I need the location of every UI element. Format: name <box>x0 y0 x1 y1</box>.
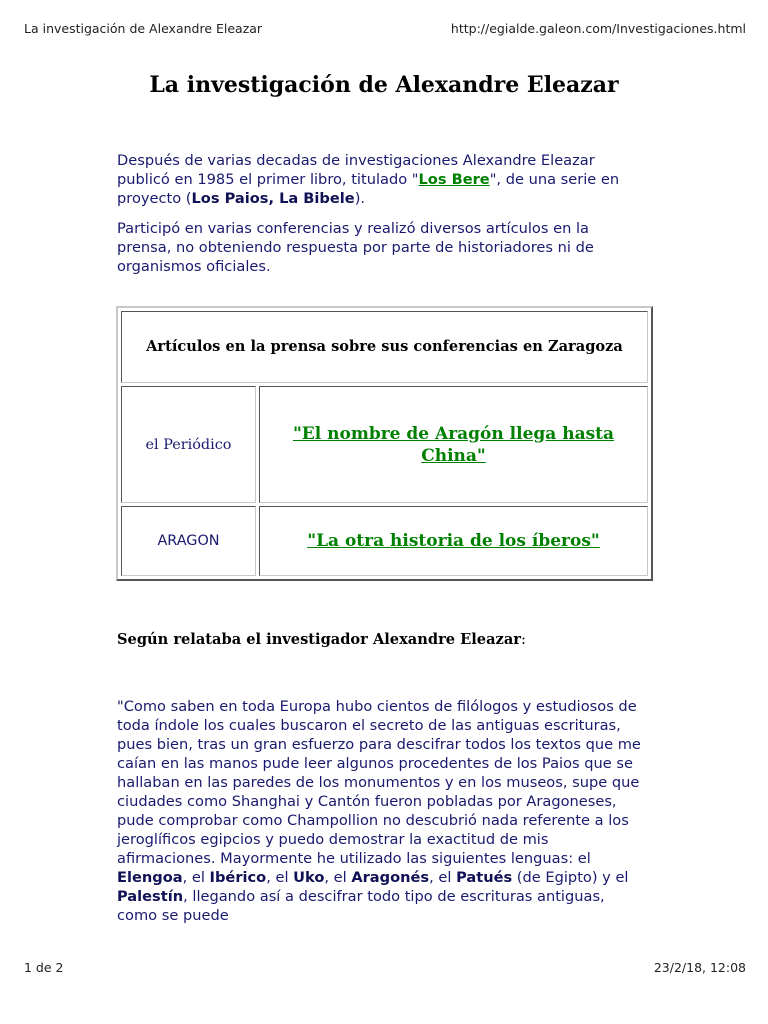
quote-text: , el <box>182 869 210 886</box>
language-iberico: Ibérico <box>209 869 267 886</box>
conferences-paragraph: Participó en varias conferencias y realizó diversos artículos en la prensa, no obteniendo respuesta por parte de historiadores ni de organismos oficiales. <box>117 220 594 275</box>
print-datetime: 23/2/18, 12:08 <box>653 960 746 975</box>
language-aragones: Aragonés <box>351 869 430 886</box>
print-header <box>24 21 746 36</box>
article-cell <box>259 506 648 576</box>
quote-intro-text: Según relataba el investigador Alexandre Eleazar <box>117 631 521 648</box>
intro-paragraph <box>117 151 637 208</box>
page-count: 1 de 2 <box>24 960 64 975</box>
quote-intro <box>117 631 526 648</box>
article-cell <box>259 386 648 503</box>
language-uko: Uko <box>293 869 325 886</box>
quote-text: "Como saben en toda Europa hubo cientos de filólogos y estudiosos de toda índole los cuales buscaron el secreto de las antiguas escrituras, pues bien, tras un gran esfuerzo para descifrar todos los textos que me caían en las manos pude leer algunos procedentes de los Paios que se hallaban en las paredes de los monumentos y en los museos, supe que ciudades como Shanghai y Cantón fueron pobladas por Aragoneses, pude comprobar como Champollion no descubrió nada referente a los jeroglíficos egipcios y puedo demostrar la exactitud de mis afirmaciones. Mayormente he utilizado las siguientes lenguas: el <box>117 698 641 867</box>
articles-table-header: Artículos en la prensa sobre sus conferencias en Zaragoza <box>121 311 648 383</box>
print-header-url: http://egialde.galeon.com/Investigaciones.html <box>450 21 746 36</box>
articles-table <box>116 306 653 581</box>
quote-intro-colon: : <box>520 631 526 648</box>
quote-text: , el <box>429 869 457 886</box>
quote-paragraph <box>117 697 647 925</box>
intro-text-1: Después de varias decadas de investigaciones Alexandre Eleazar publicó en 1985 el primer libro, titulado " <box>117 152 595 188</box>
los-bere-link[interactable]: Los Bere <box>418 171 490 188</box>
article-link-otra-historia-iberos[interactable]: "La otra historia de los íberos" <box>307 531 600 552</box>
print-footer <box>24 960 746 975</box>
series-titles: Los Paios, La Bibele <box>191 190 355 207</box>
article-source-aragon: ARAGON <box>121 506 256 576</box>
intro-text-3: ). <box>354 190 366 207</box>
quote-text: (de Egipto) y el <box>512 869 629 886</box>
language-patues: Patués <box>456 869 513 886</box>
language-palestin: Palestín <box>117 888 184 905</box>
page-title: La investigación de Alexandre Eleazar <box>149 72 619 98</box>
quote-text: , el <box>324 869 352 886</box>
quote-text: , el <box>266 869 294 886</box>
article-link-aragon-china[interactable]: "El nombre de Aragón llega hasta China" <box>292 423 615 466</box>
language-elengoa: Elengoa <box>117 869 183 886</box>
intro-text-2: ", de una serie en proyecto ( <box>117 171 620 207</box>
quote-text: , llegando así a descifrar todo tipo de escrituras antiguas, como se puede <box>117 888 605 924</box>
article-source-el-periodico: el Periódico <box>121 386 256 503</box>
print-header-title: La investigación de Alexandre Eleazar <box>24 21 263 36</box>
